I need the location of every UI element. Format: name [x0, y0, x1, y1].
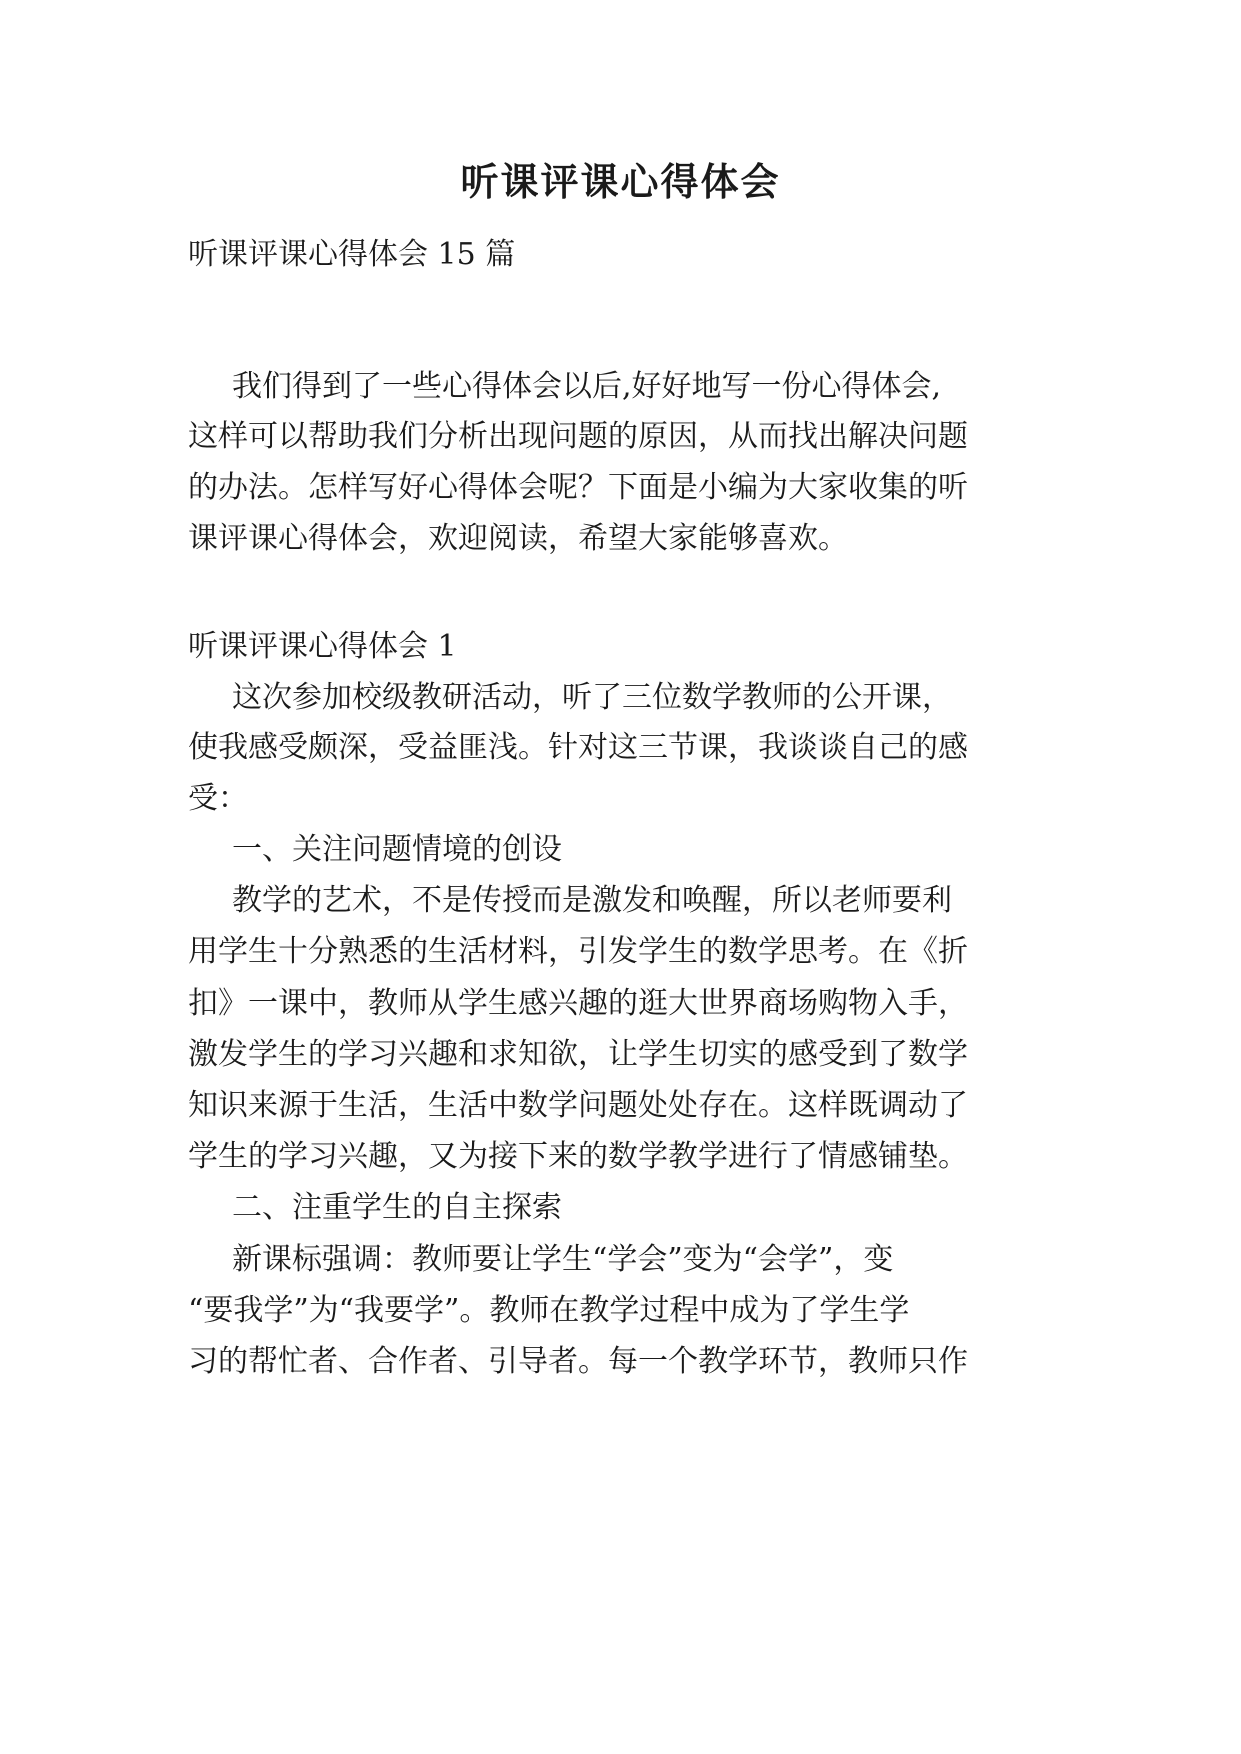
paragraph-line: 激发学生的学习兴趣和求知欲，让学生切实的感受到了数学 — [188, 1037, 968, 1072]
point-heading: 一、关注问题情境的创设 — [232, 832, 562, 867]
paragraph-line: 知识来源于生活，生活中数学问题处处存在。这样既调动了 — [188, 1088, 968, 1123]
document-subtitle: 听课评课心得体会 15 篇 — [188, 237, 516, 272]
paragraph-line: 教学的艺术，不是传授而是激发和唤醒，所以老师要利 — [232, 883, 952, 918]
intro-line: 的办法。怎样写好心得体会呢？下面是小编为大家收集的听 — [188, 470, 968, 505]
paragraph-line: “要我学”为“我要学”。教师在教学过程中成为了学生学 — [188, 1293, 910, 1328]
document-title: 听课评课心得体会 — [460, 160, 781, 204]
point-heading: 二、注重学生的自主探索 — [232, 1190, 562, 1225]
paragraph-line: 用学生十分熟悉的生活材料，引发学生的数学思考。在《折 — [188, 934, 968, 969]
paragraph-line: 新课标强调：教师要让学生“学会”变为“会学”，变 — [232, 1242, 894, 1277]
intro-line: 我们得到了一些心得体会以后,好好地写一份心得体会, — [232, 369, 942, 404]
paragraph-line: 扣》一课中，教师从学生感兴趣的逛大世界商场购物入手， — [188, 986, 968, 1021]
paragraph-line: 使我感受颇深，受益匪浅。针对这三节课，我谈谈自己的感 — [188, 730, 968, 765]
intro-line: 课评课心得体会，欢迎阅读，希望大家能够喜欢。 — [188, 521, 848, 556]
paragraph-line: 习的帮忙者、合作者、引导者。每一个教学环节，教师只作 — [188, 1344, 968, 1379]
intro-line: 这样可以帮助我们分析出现问题的原因，从而找出解决问题 — [188, 419, 968, 454]
section-heading: 听课评课心得体会 1 — [188, 629, 457, 664]
paragraph-line: 这次参加校级教研活动，听了三位数学教师的公开课， — [232, 680, 952, 715]
paragraph-line: 受： — [188, 781, 248, 816]
paragraph-line: 学生的学习兴趣，又为接下来的数学教学进行了情感铺垫。 — [188, 1139, 968, 1174]
